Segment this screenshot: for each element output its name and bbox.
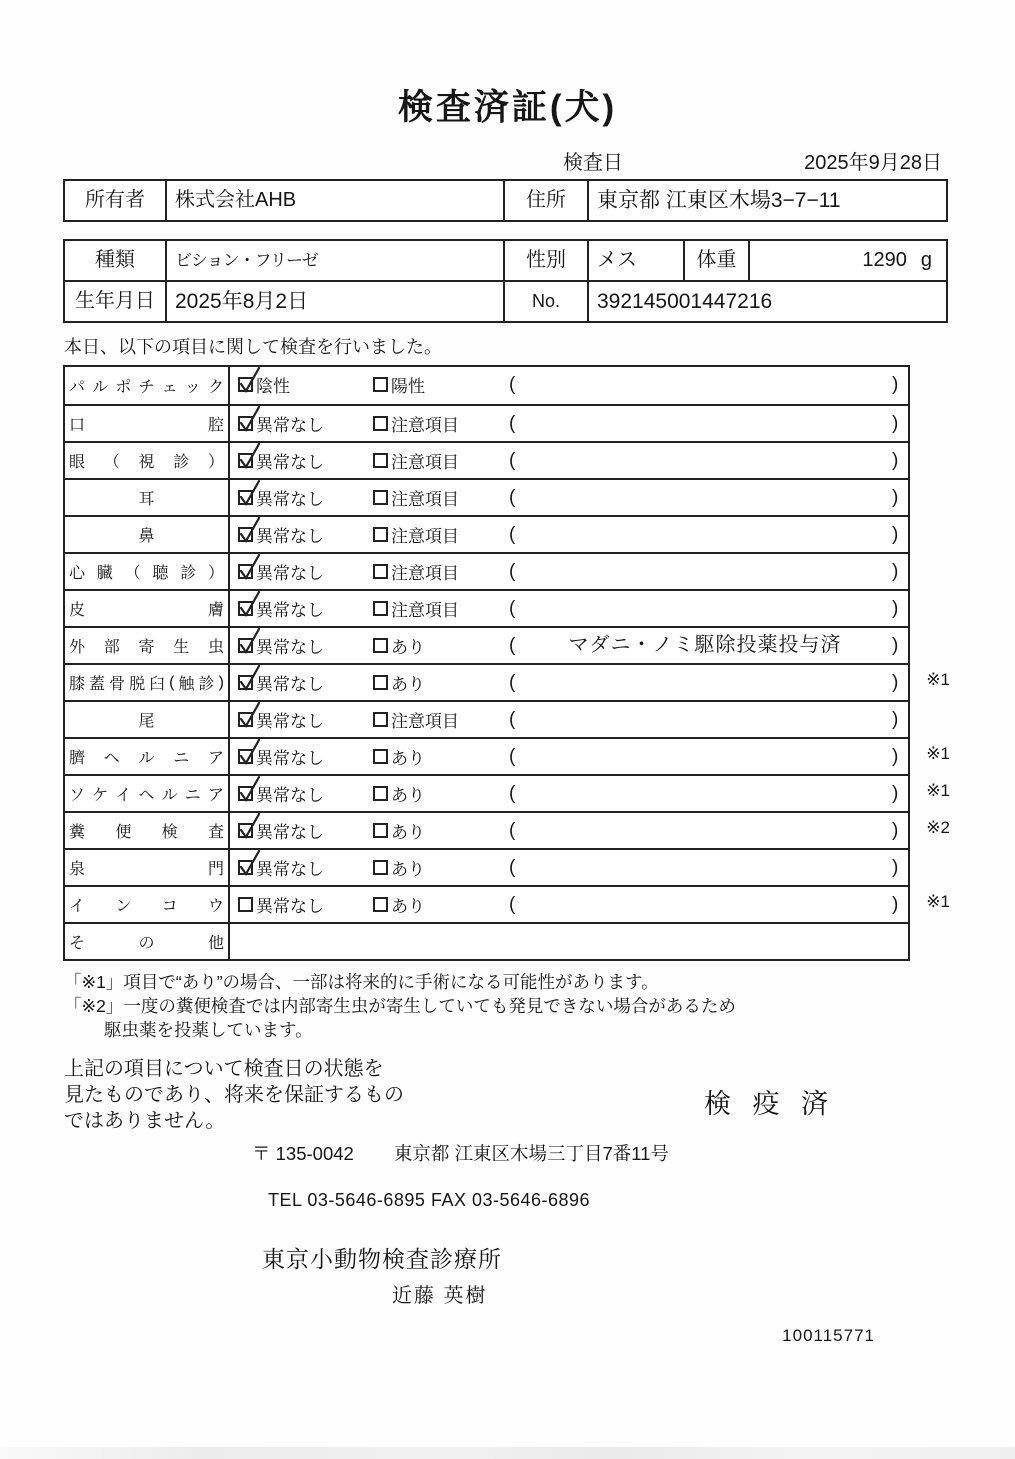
row-label — [65, 480, 230, 515]
row-label-char: 膝 — [69, 676, 86, 693]
option-2 — [373, 850, 425, 885]
option-1-label: 異常なし — [256, 527, 324, 546]
checklist-row — [65, 737, 950, 774]
disclaimer-line-2: 見たものであり、将来を保証するもの — [64, 1084, 404, 1106]
row-label-char: 耳 — [138, 491, 155, 508]
option-1-label: 異常なし — [256, 897, 324, 916]
row-content — [230, 702, 908, 737]
option-1 — [238, 850, 324, 885]
row-label-char: 泉 — [69, 861, 86, 878]
paren-close-icon: ) — [892, 524, 899, 545]
option-1-label: 異常なし — [256, 416, 324, 435]
row-label-char: ソ — [69, 787, 86, 804]
breed-label: 種類 — [95, 249, 135, 271]
option-2-label: あり — [391, 675, 425, 694]
row-label — [65, 591, 230, 626]
row-label-char: 糞 — [69, 824, 86, 841]
inspection-date-label: 検査日 — [563, 152, 623, 174]
checklist-row — [65, 848, 908, 885]
checkbox-icon — [238, 712, 253, 727]
checkbox-icon — [373, 749, 388, 764]
row-label-char: （ — [103, 454, 120, 471]
checklist-row — [65, 774, 950, 811]
row-content — [230, 554, 908, 589]
option-2 — [373, 554, 459, 589]
row-label-char: 口 — [69, 417, 86, 434]
paren-open-icon: ( — [509, 561, 516, 582]
row-note — [522, 739, 888, 774]
disclaimer-line-1: 上記の項目について検査日の状態を — [64, 1058, 384, 1080]
row-content — [230, 443, 908, 478]
option-1 — [238, 554, 324, 589]
checklist-row — [65, 478, 908, 515]
option-1-label: 異常なし — [256, 675, 324, 694]
paren-close-icon: ) — [892, 561, 899, 582]
checkbox-icon — [373, 823, 388, 838]
owner-table — [63, 179, 948, 222]
checkbox-icon — [238, 564, 253, 579]
weight-label: 体重 — [683, 241, 748, 280]
address-label: 住所 — [503, 181, 587, 220]
row-label-char: 診 — [173, 454, 190, 471]
option-2 — [373, 591, 459, 626]
row-label-char: ヘ — [103, 750, 120, 767]
row-label-char: ポ — [115, 379, 132, 396]
option-2-label: 注意項目 — [391, 601, 459, 620]
option-1-label: 異常なし — [256, 860, 324, 879]
checklist-row — [65, 626, 908, 663]
row-content — [230, 367, 908, 404]
paren-close-icon: ) — [892, 820, 899, 841]
serial-number: 100115771 — [782, 1326, 875, 1345]
row-label-char: ン — [115, 898, 132, 915]
row-label-char: 検 — [161, 824, 178, 841]
option-1-label: 異常なし — [256, 564, 324, 583]
option-2 — [373, 628, 425, 663]
row-note — [522, 517, 888, 552]
row-note — [522, 367, 888, 402]
row-label-char: の — [138, 935, 155, 952]
checklist-row — [65, 404, 908, 441]
paren-open-icon: ( — [509, 450, 516, 471]
option-1 — [238, 517, 324, 552]
paren-open-icon: ( — [509, 857, 516, 878]
clinic-address: 東京都 江東区木場三丁目7番11号 — [393, 1143, 669, 1164]
checkbox-icon — [238, 823, 253, 838]
sex-value: メス — [587, 241, 683, 280]
option-2 — [373, 887, 425, 922]
row-label-char: ウ — [207, 898, 224, 915]
pet-table — [63, 239, 948, 323]
birth-label: 生年月日 — [75, 290, 155, 312]
option-1-label: 陰性 — [256, 377, 290, 396]
row-label — [65, 443, 230, 478]
row-label-char: 蓋 — [89, 676, 106, 693]
row-label-char: 診 — [198, 676, 215, 693]
row-label-char: 心 — [69, 565, 86, 582]
checkbox-icon — [373, 416, 388, 431]
option-1 — [238, 776, 324, 811]
row-content — [230, 776, 950, 811]
sex-label: 性別 — [503, 241, 587, 280]
paren-close-icon: ) — [892, 857, 899, 878]
row-label — [65, 554, 230, 589]
checkbox-icon — [373, 601, 388, 616]
row-label-char: 部 — [103, 639, 120, 656]
option-1 — [238, 406, 324, 441]
option-2 — [373, 702, 459, 737]
option-2-label: 注意項目 — [391, 490, 459, 509]
row-label — [65, 924, 230, 959]
checkbox-icon — [373, 860, 388, 875]
checkbox-icon — [238, 860, 253, 875]
option-2-label: あり — [391, 860, 425, 879]
row-label-char: ア — [207, 787, 224, 804]
paren-open-icon: ( — [509, 820, 516, 841]
breed-row — [65, 241, 946, 280]
paren-open-icon: ( — [509, 783, 516, 804]
option-1-label: 異常なし — [256, 749, 324, 768]
birth-value: 2025年8月2日 — [165, 282, 503, 321]
option-1 — [238, 665, 324, 700]
row-label — [65, 702, 230, 737]
option-2-label: 陽性 — [391, 377, 425, 396]
paren-open-icon: ( — [509, 894, 516, 915]
row-content — [230, 813, 950, 848]
row-label-char: ） — [207, 565, 224, 582]
checkbox-icon — [373, 453, 388, 468]
paren-open-icon: ( — [509, 709, 516, 730]
paren-close-icon: ) — [892, 413, 899, 434]
paren-open-icon: ( — [509, 487, 516, 508]
option-2-label: 注意項目 — [391, 416, 459, 435]
row-label-char: 診 — [180, 565, 197, 582]
checkbox-icon — [373, 377, 388, 392]
option-2 — [373, 813, 425, 848]
checklist-row — [65, 441, 908, 478]
checkbox-icon — [238, 377, 253, 392]
row-note — [522, 591, 888, 626]
row-label — [65, 406, 230, 441]
checkbox-icon — [373, 897, 388, 912]
option-2-label: 注意項目 — [391, 527, 459, 546]
row-label-char: ニ — [173, 750, 190, 767]
row-label-char: 触 — [178, 676, 195, 693]
breed-value: ビション・フリーゼ — [165, 241, 503, 280]
row-label-char: そ — [69, 935, 86, 952]
row-label-char: （ — [124, 565, 141, 582]
weight-unit: g — [920, 249, 932, 271]
footnote-1: 「※1」項目で“あり”の場合、一部は将来的に手術になる可能性があります。 — [64, 972, 659, 992]
row-content — [230, 628, 908, 663]
checkbox-icon — [238, 416, 253, 431]
footnote-marker: ※2 — [926, 818, 950, 837]
row-label-char: ェ — [161, 379, 178, 396]
row-label-char: 視 — [138, 454, 155, 471]
row-note — [522, 480, 888, 515]
row-label-char: ル — [161, 787, 178, 804]
row-label — [65, 887, 230, 922]
postal-code: 〒 135-0042 — [252, 1143, 354, 1164]
option-1 — [238, 443, 324, 478]
footnotes — [64, 970, 1015, 1042]
footnote-2-cont: 駆虫薬を投薬しています。 — [104, 1020, 313, 1040]
option-2-label: 注意項目 — [391, 453, 459, 472]
row-content — [230, 887, 950, 922]
row-note — [522, 887, 888, 922]
checklist-row — [65, 515, 908, 552]
row-label-char: 他 — [207, 935, 224, 952]
paren-close-icon: ) — [892, 635, 899, 656]
paren-close-icon: ) — [892, 709, 899, 730]
checkbox-icon — [373, 638, 388, 653]
option-2 — [373, 517, 459, 552]
row-label-char: ( — [169, 673, 175, 691]
paren-close-icon: ) — [892, 450, 899, 471]
row-label-char: 臓 — [96, 565, 113, 582]
option-2 — [373, 739, 425, 774]
paren-open-icon: ( — [509, 413, 516, 434]
checklist-row — [65, 811, 950, 848]
birth-row — [65, 280, 946, 321]
row-label-char: イ — [115, 787, 132, 804]
row-label-char: ） — [207, 454, 224, 471]
checkbox-icon — [373, 564, 388, 579]
paren-open-icon: ( — [509, 672, 516, 693]
row-note — [522, 406, 888, 441]
clinic-name: 東京小動物検査診療所 — [262, 1246, 502, 1272]
row-note — [522, 813, 888, 848]
paren-close-icon: ) — [892, 672, 899, 693]
row-label-char: パ — [69, 379, 86, 396]
row-label-char: チ — [138, 379, 155, 396]
paren-open-icon: ( — [509, 598, 516, 619]
row-content — [230, 924, 908, 959]
row-note — [522, 702, 888, 737]
disclaimer — [64, 1056, 504, 1134]
row-content — [230, 850, 908, 885]
checkbox-icon — [238, 638, 253, 653]
paren-close-icon: ) — [892, 894, 899, 915]
row-label-char: 眼 — [69, 454, 86, 471]
option-2-label: 注意項目 — [391, 564, 459, 583]
row-label-char: 骨 — [109, 676, 126, 693]
row-label-char: 臍 — [69, 750, 86, 767]
table-gap — [0, 222, 1015, 239]
footnote-marker: ※1 — [926, 781, 950, 800]
clinic-person: 近藤 英樹 — [392, 1285, 488, 1307]
document-title: 検査済証(犬) — [397, 88, 618, 127]
disclaimer-line-3: ではありません。 — [64, 1110, 226, 1132]
option-2 — [373, 665, 425, 700]
checkbox-icon — [238, 786, 253, 801]
row-label-char: 査 — [207, 824, 224, 841]
option-1-label: 異常なし — [256, 638, 324, 657]
row-content — [230, 480, 908, 515]
row-label-char: ッ — [184, 379, 201, 396]
row-label-char: 臼 — [149, 676, 166, 693]
checkbox-icon — [238, 490, 253, 505]
paren-open-icon: ( — [509, 524, 516, 545]
scan-artifact — [0, 1447, 1015, 1459]
no-label: No. — [503, 282, 587, 321]
checklist-row — [65, 922, 908, 959]
row-label-char: 鼻 — [138, 528, 155, 545]
row-label-char: 聴 — [152, 565, 169, 582]
row-label-char: 腔 — [207, 417, 224, 434]
weight-value: 1290 — [862, 249, 907, 271]
option-2 — [373, 443, 459, 478]
row-label-char: ル — [138, 750, 155, 767]
paren-close-icon: ) — [892, 783, 899, 804]
no-value: 392145001447216 — [587, 282, 946, 321]
row-label-char: 虫 — [207, 639, 224, 656]
option-2-label: あり — [391, 786, 425, 805]
option-2 — [373, 367, 425, 402]
row-label-char: イ — [69, 898, 86, 915]
row-label-char: 膚 — [207, 602, 224, 619]
checklist-row — [65, 885, 950, 922]
footnote-2: 「※2」一度の糞便検査では内部寄生虫が寄生していても発見できない場合があるため — [64, 996, 736, 1016]
checkbox-icon — [373, 527, 388, 542]
paren-close-icon: ) — [892, 374, 899, 395]
row-content — [230, 517, 908, 552]
option-2-label: 注意項目 — [391, 712, 459, 731]
option-1-label: 異常なし — [256, 786, 324, 805]
row-label — [65, 739, 230, 774]
footnote-marker: ※1 — [926, 892, 950, 911]
checkbox-icon — [373, 786, 388, 801]
weight-cell — [748, 241, 946, 280]
row-content — [230, 591, 908, 626]
row-label — [65, 665, 230, 700]
checkbox-icon — [238, 601, 253, 616]
owner-label: 所有者 — [85, 189, 145, 211]
option-1-label: 異常なし — [256, 712, 324, 731]
option-2 — [373, 480, 459, 515]
option-1-label: 異常なし — [256, 601, 324, 620]
paren-open-icon: ( — [509, 635, 516, 656]
address-value: 東京都 江東区木場3−7−11 — [587, 181, 946, 220]
quarantine-stamp: 検 疫 済 — [704, 1089, 836, 1119]
paren-open-icon: ( — [509, 374, 516, 395]
footnote-marker: ※1 — [926, 744, 950, 763]
row-label-char: 外 — [69, 639, 86, 656]
option-1 — [238, 887, 324, 922]
checkbox-icon — [238, 675, 253, 690]
inspection-date-row — [563, 146, 942, 175]
option-2 — [373, 406, 459, 441]
inspection-date-value: 2025年9月28日 — [804, 152, 942, 174]
row-label — [65, 776, 230, 811]
paren-close-icon: ) — [892, 487, 899, 508]
row-content — [230, 406, 908, 441]
bottom-block — [64, 1056, 1015, 1134]
option-1 — [238, 480, 324, 515]
row-label-char: ア — [207, 750, 224, 767]
row-note — [522, 850, 888, 885]
row-label-char: 生 — [173, 639, 190, 656]
row-label-char: ニ — [184, 787, 201, 804]
owner-value: 株式会社AHB — [165, 181, 503, 220]
checkbox-icon — [373, 675, 388, 690]
row-label — [65, 367, 230, 404]
checkbox-icon — [238, 527, 253, 542]
row-label-char: 門 — [207, 861, 224, 878]
row-label-char: 便 — [115, 824, 132, 841]
checklist-row — [65, 552, 908, 589]
option-1 — [238, 628, 324, 663]
paren-close-icon: ) — [892, 746, 899, 767]
row-content — [230, 739, 950, 774]
row-label-char: 皮 — [69, 602, 86, 619]
option-1 — [238, 591, 324, 626]
option-1 — [238, 739, 324, 774]
row-content — [230, 665, 950, 700]
option-2 — [373, 776, 425, 811]
clinic-telfax: TEL 03-5646-6895 FAX 03-5646-6896 — [268, 1190, 591, 1210]
checkbox-icon — [373, 490, 388, 505]
option-1-label: 異常なし — [256, 490, 324, 509]
checklist-row — [65, 700, 908, 737]
row-note: マダニ・ノミ駆除投薬投与済 — [568, 634, 842, 656]
row-label-char: 寄 — [138, 639, 155, 656]
checklist-row — [65, 589, 908, 626]
row-label-char: ) — [218, 673, 224, 691]
row-note — [522, 443, 888, 478]
row-note — [522, 665, 888, 700]
option-1 — [238, 813, 324, 848]
row-label-char: ヘ — [138, 787, 155, 804]
row-label-char: コ — [161, 898, 178, 915]
option-1 — [238, 367, 290, 402]
owner-row — [65, 181, 946, 220]
checkbox-icon — [373, 712, 388, 727]
row-label-char: ケ — [92, 787, 109, 804]
option-1-label: 異常なし — [256, 823, 324, 842]
checkbox-icon — [238, 453, 253, 468]
checklist-table — [63, 365, 950, 961]
option-2-label: あり — [391, 897, 425, 916]
option-2-label: あり — [391, 638, 425, 657]
option-2-label: あり — [391, 823, 425, 842]
paren-close-icon: ) — [892, 598, 899, 619]
checkbox-icon — [238, 749, 253, 764]
checklist-row — [65, 367, 908, 404]
row-label — [65, 628, 230, 663]
row-note — [522, 554, 888, 589]
paren-open-icon: ( — [509, 746, 516, 767]
row-label — [65, 850, 230, 885]
row-label-char: 尾 — [138, 713, 155, 730]
row-label-char: 脱 — [129, 676, 146, 693]
checkbox-icon — [238, 897, 253, 912]
row-label — [65, 517, 230, 552]
row-label-char: ク — [207, 379, 224, 396]
footnote-marker: ※1 — [926, 670, 950, 689]
row-note — [522, 776, 888, 811]
checklist-intro: 本日、以下の項目に関して検査を行いました。 — [64, 337, 442, 357]
row-label-char: ル — [92, 379, 109, 396]
checklist-row — [65, 663, 950, 700]
option-2-label: あり — [391, 749, 425, 768]
clinic-postal-row — [252, 1140, 1015, 1166]
option-1 — [238, 702, 324, 737]
option-1-label: 異常なし — [256, 453, 324, 472]
row-label — [65, 813, 230, 848]
